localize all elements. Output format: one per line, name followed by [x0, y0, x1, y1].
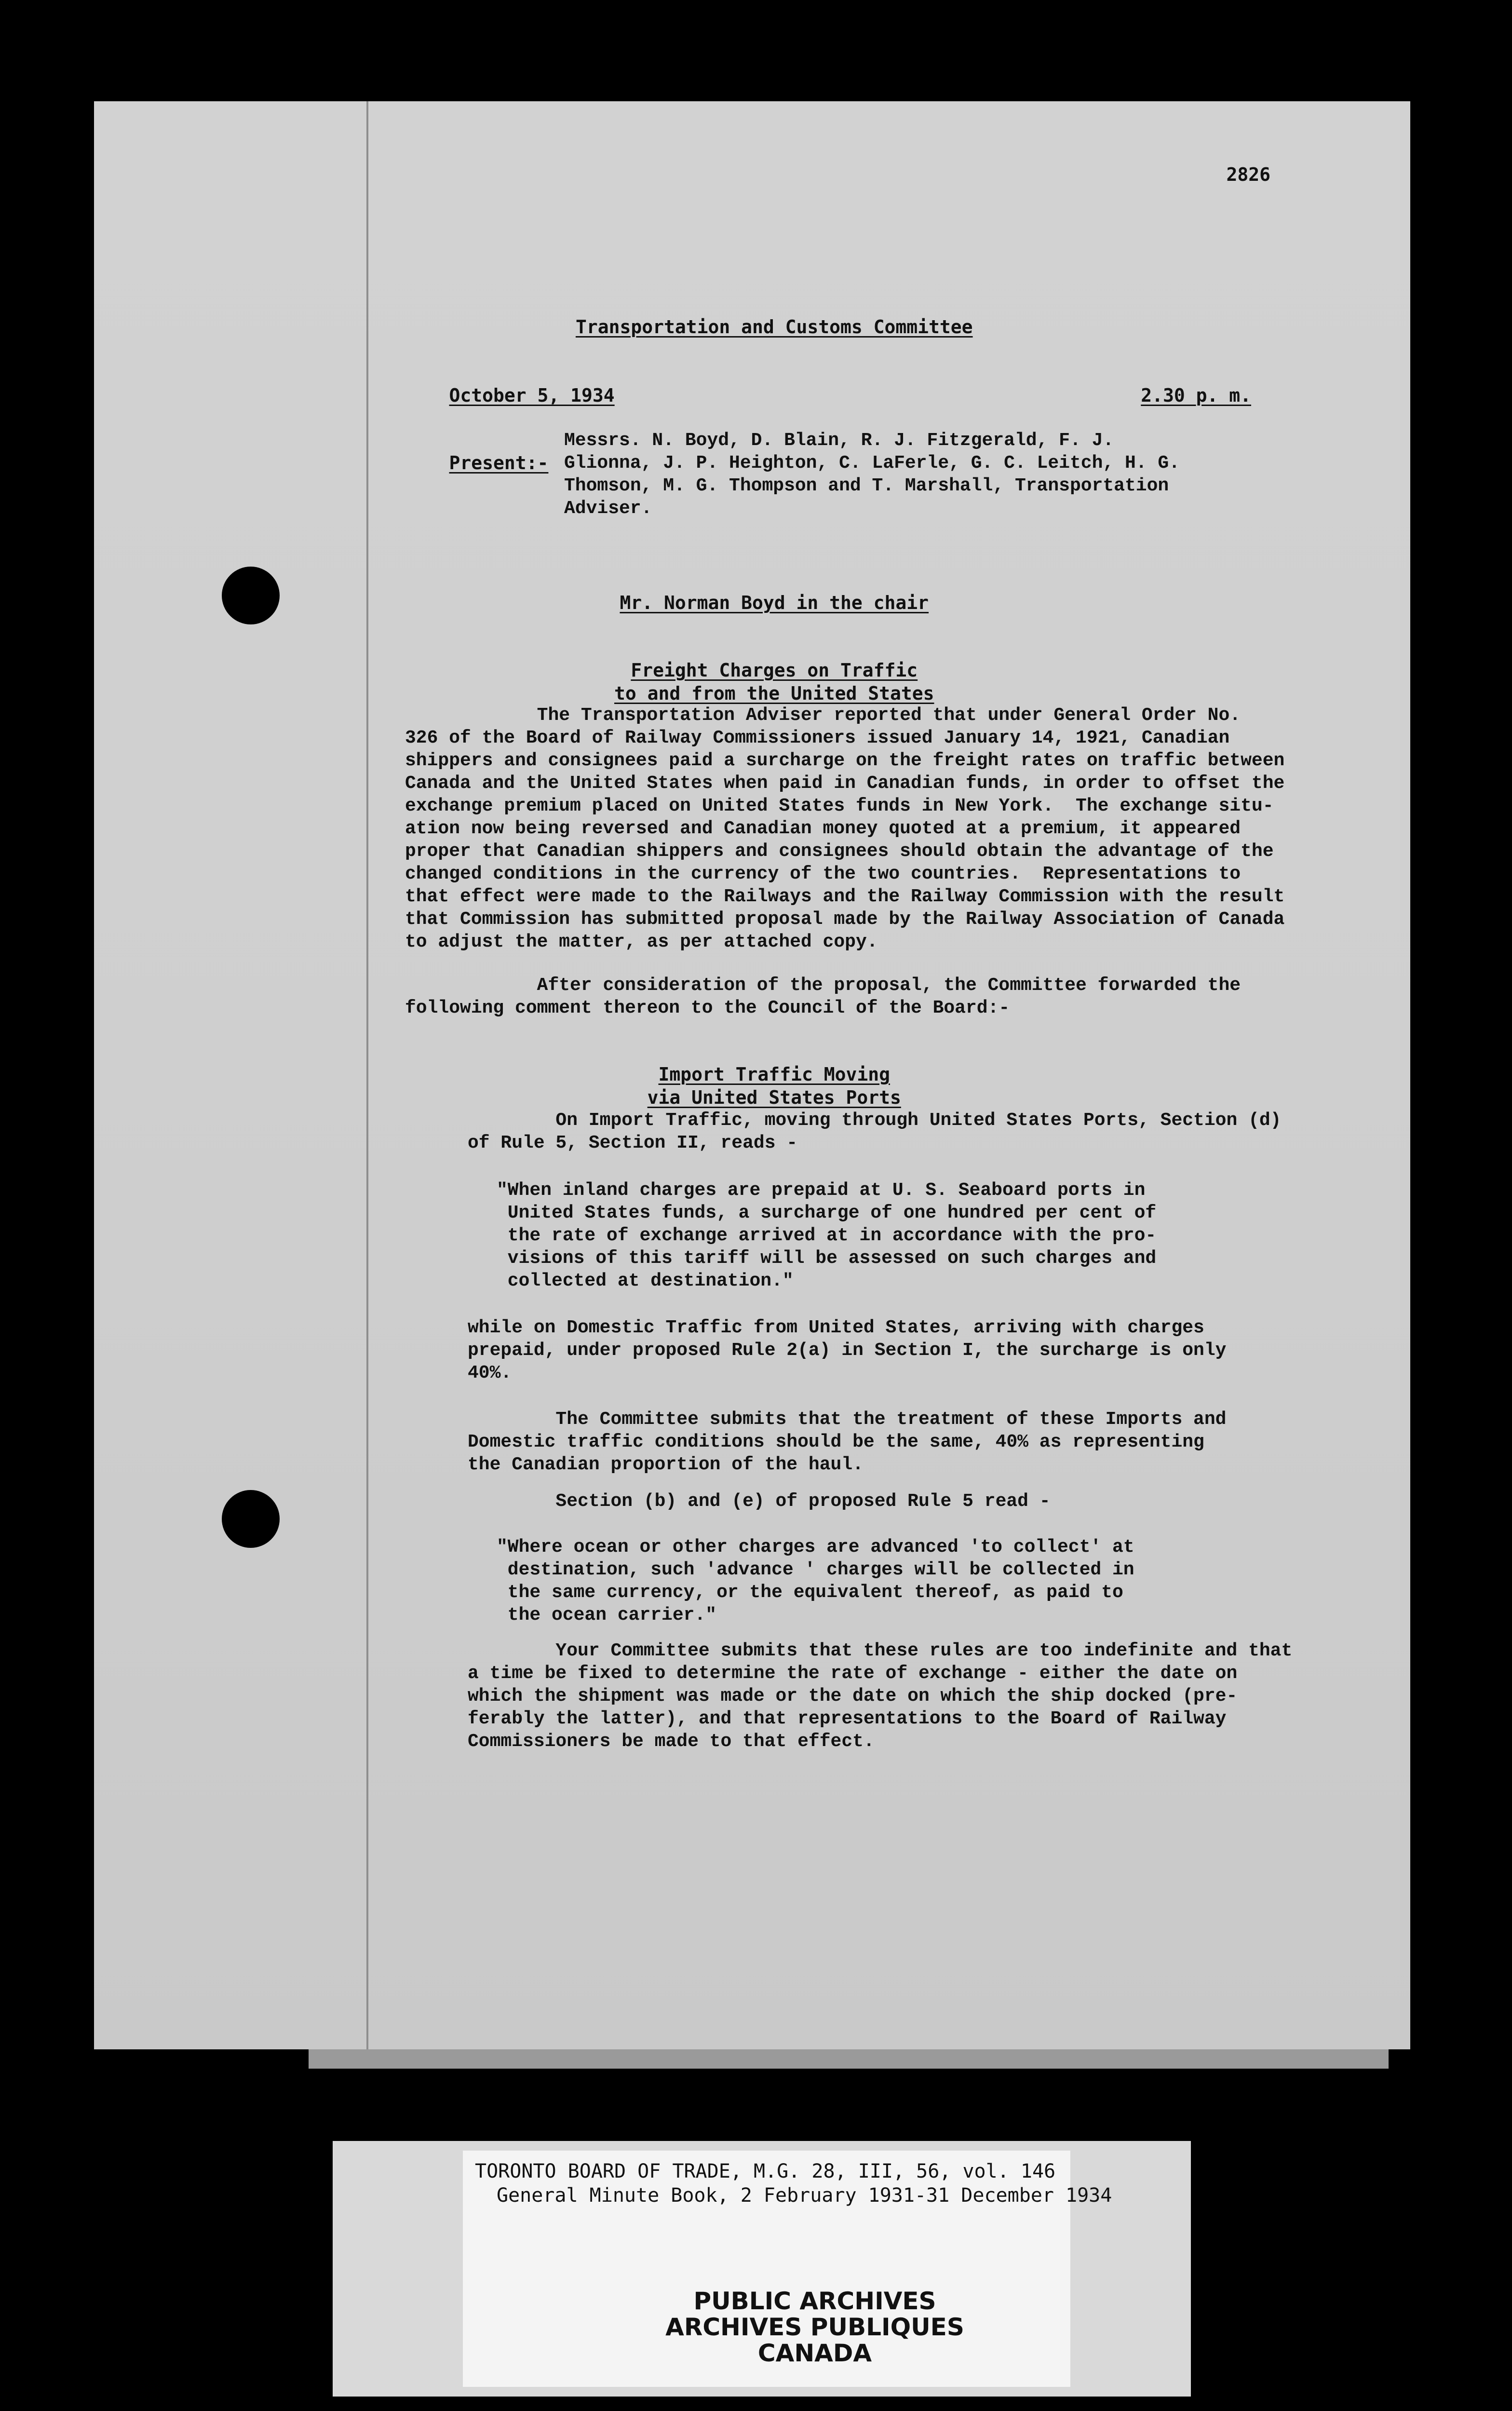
paragraph-5: The Committee submits that the treatment of these Imports and Domestic traffic conditions should be the same, 40% as representing the Canadian proportion of the haul. [468, 1409, 1227, 1475]
chair-line: Mr. Norman Boyd in the chair [620, 592, 929, 613]
present-names: Messrs. N. Boyd, D. Blain, R. J. Fitzgerald, F. J. Glionna, J. P. Heighton, C. LaFerle, G. C. Leitch, H. G. Thomson, M. G. Thompson and T. Marshall, Transportation Adviser. [564, 430, 1180, 519]
committee-title: Transportation and Customs Committee [575, 316, 973, 338]
paragraph-1: The Transportation Adviser reported that under General Order No. 326 of the Board of Railway Commissioners issued January 14, 1921, Canadian shippers and consignees paid a surcharge on the freight rates on traffic between Canada and the United States when paid in Canadian funds, in order to offset the exchange premium placed on United States funds in New York. The exchange situ- ation now being reversed and Canadian money quoted at a premium, it appeared proper that Canadian shippers and consignees should obtain the advantage of the changed conditions in the currency of the two countries. Representations to that effect were made to the Railways and the Railway Commission with the result that Commission has submitted proposal made by the Railway Association of Canada to adjust the matter, as per attached copy. [405, 705, 1285, 952]
archive-stamp [646, 2288, 984, 2366]
section2-heading-line2: via United States Ports [647, 1087, 901, 1108]
punch-hole-bottom [222, 1490, 280, 1548]
meeting-time: 2.30 p. m. [1141, 385, 1251, 406]
quote-1: "When inland charges are prepaid at U. S. Seaboard ports in United States funds, a surcharge of one hundred per cent of the rate of exchange arrived at in accordance with the pro- visions of this tariff will be assessed on such charges and collected at destination." [497, 1180, 1157, 1291]
paragraph-6: Section (b) and (e) of proposed Rule 5 read - [468, 1491, 1051, 1512]
paragraph-7: Your Committee submits that these rules are too indefinite and that a time be fixed to determine the rate of exchange - either the date on which the shipment was made or the date on which the ship docked (pre- ferably the latter), and that representations to the Board of Railway Commissioners be made to that effect. [468, 1640, 1293, 1752]
quote-2: "Where ocean or other charges are advanced 'to collect' at destination, such 'advance ' charges will be collected in the same currency, or the equivalent thereof, as paid to the ocean carrier." [497, 1537, 1134, 1625]
archive-stamp-line1: PUBLIC ARCHIVES [693, 2287, 936, 2315]
meeting-date: October 5, 1934 [449, 385, 615, 406]
paragraph-3: On Import Traffic, moving through United States Ports, Section (d) of Rule 5, Section II, reads - [468, 1110, 1282, 1153]
section1-heading-line1: Freight Charges on Traffic [631, 660, 918, 681]
section2-heading-line1: Import Traffic Moving [658, 1064, 890, 1085]
present-label: Present:- [449, 452, 549, 474]
archive-stamp-line3: CANADA [757, 2339, 872, 2367]
page-number: 2826 [1226, 164, 1270, 185]
archive-stamp-line2: ARCHIVES PUBLIQUES [665, 2313, 964, 2341]
paragraph-2: After consideration of the proposal, the Committee forwarded the following comment thereon to the Council of the Board:- [405, 975, 1241, 1018]
archive-reference-line2: General Minute Book, 2 February 1931-31 December 1934 [497, 2184, 1112, 2207]
archive-reference-line1: TORONTO BOARD OF TRADE, M.G. 28, III, 56, vol. 146 [475, 2160, 1056, 2182]
paragraph-4: while on Domestic Traffic from United States, arriving with charges prepaid, under proposed Rule 2(a) in Section I, the surcharge is only 40%. [468, 1317, 1227, 1383]
document-page [94, 101, 1410, 2049]
section1-heading-line2: to and from the United States [614, 683, 934, 704]
